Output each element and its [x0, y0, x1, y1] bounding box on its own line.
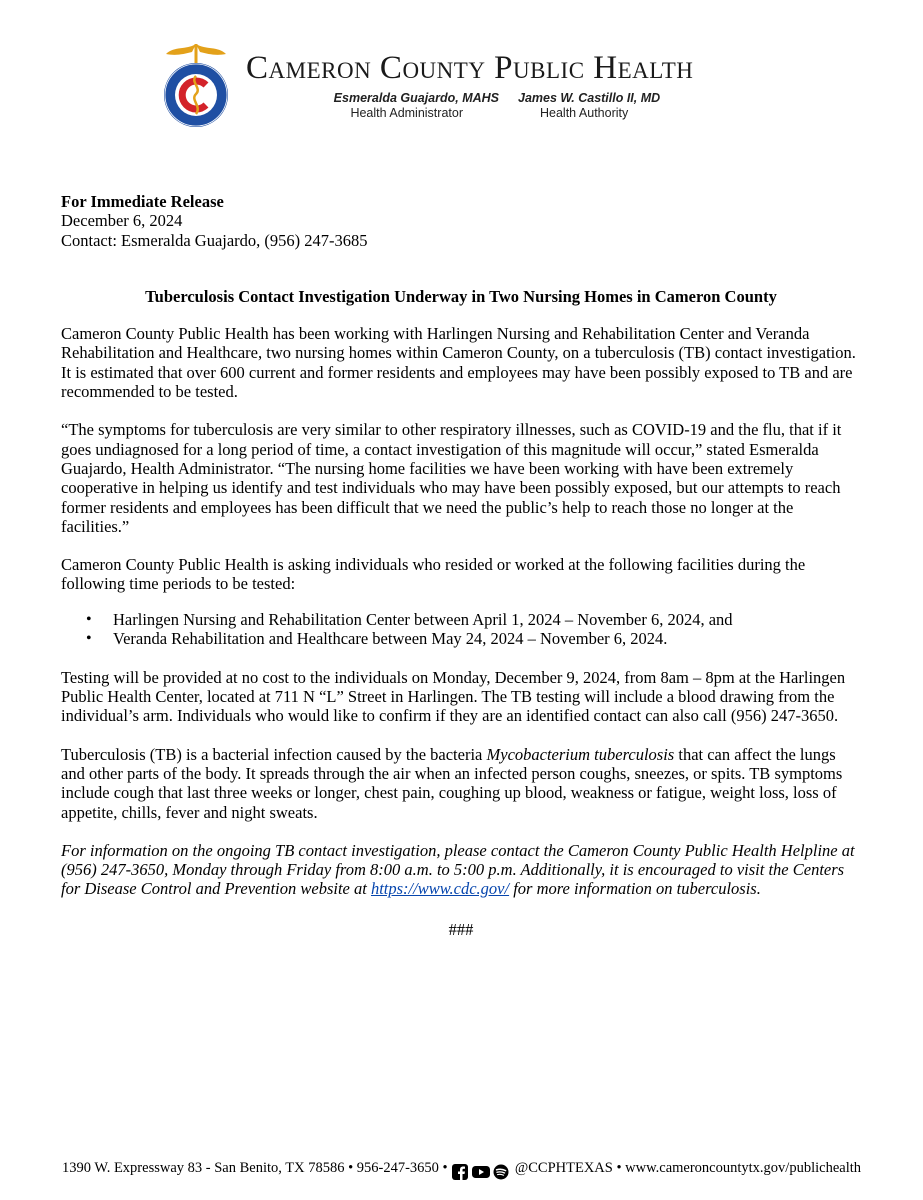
press-release-body [61, 192, 861, 939]
end-mark: ### [448, 919, 474, 939]
paragraph-testing: Testing will be provided at no cost to the individuals on Monday, December 9, 2024, from 8am – 8pm at the Harlingen Public Health Center, located at 711 N “L” Street in Harlingen. The TB testing will include a blood drawing from the individual’s arm. Individuals who would like to confirm if they are an identified contact can also call (956) 247-3650. [61, 667, 846, 726]
paragraph-quote: “The symptoms for tuberculosis are very similar to other respiratory illnesses, such as COVID-19 and the flu, that if it goes undiagnosed for a long period of time, a contact investigation of this magnitude will occur,” stated Esmeralda Guajardo, Health Administrator. “The nursing home facilities we have been working with have been extremely cooperative in helping us identify and test individuals who may have been possibly exposed, but our attempts to reach former residents and employees has been difficult that we need the public’s help to reach those no longer at the facilities.” [61, 420, 842, 536]
social-icons [452, 1163, 510, 1180]
official-role: Health Administrator [350, 106, 463, 120]
paragraph-intro: Cameron County Public Health has been working with Harlingen Nursing and Rehabilitation Center and Veranda Rehabilitation and Healthcare, two nursing homes within Cameron County, on a tuberculosis (TB) contact investigation. It is estimated that over 600 current and former residents and employees may have been possibly exposed to TB and are recommended to be tested. [61, 324, 856, 402]
release-date: December 6, 2024 [61, 211, 183, 231]
youtube-icon[interactable] [472, 1166, 490, 1178]
official-name: Esmeralda Guajardo, MAHS [333, 91, 499, 105]
official-role: Health Authority [540, 106, 629, 120]
list-item: • Veranda Rehabilitation and Healthcare between May 24, 2024 – November 6, 2024. [113, 629, 861, 649]
footer-handle: @CCPHTEXAS • www.cameroncountytx.gov/publichealth [514, 1160, 862, 1176]
facility-list [61, 610, 861, 649]
spotify-icon[interactable] [494, 1164, 509, 1179]
release-label: For Immediate Release [61, 192, 224, 211]
cdc-link[interactable]: https://www.cdc.gov/ [370, 879, 510, 899]
official-name: James W. Castillo II, MD [518, 91, 661, 105]
text-span: Tuberculosis (TB) is a bacterial infection caused by the bacteria [61, 744, 487, 764]
cameron-county-public-health-seal [156, 40, 236, 130]
footer [0, 1160, 923, 1180]
official-health-administrator [333, 90, 499, 121]
footer-address: 1390 W. Expressway 83 - San Benito, TX 78586 • 956-247-3650 • [61, 1160, 448, 1176]
official-health-authority [518, 90, 688, 121]
text-span: for more information on tuberculosis. [509, 879, 761, 899]
facebook-icon[interactable] [452, 1164, 468, 1180]
organization-name: Cameron County Public Health [246, 50, 694, 86]
release-contact: Contact: Esmeralda Guajardo, (956) 247-3685 [61, 230, 368, 250]
text-span: For information on the ongoing TB contact investigation, please contact the Cameron County Public Health Helpline at (956) 247-3650, Monday through Friday from 8:00 a.m. to 5:00 p.m. Additionally, it is encouraged to visit the Centers for Disease Control and Prevention website at [61, 840, 855, 899]
bacteria-name: Mycobacterium tuberculosis [486, 744, 675, 764]
paragraph-request: Cameron County Public Health is asking individuals who resided or worked at the following facilities during the following time periods to be tested: [61, 555, 806, 594]
paragraph-contact-info [61, 841, 861, 899]
paragraph-tb-info [61, 745, 861, 822]
text-span: that can affect the lungs and other parts of the body. It spreads through the air when an infected person coughs, sneezes, or spits. TB symptoms include cough that last three weeks or longer, chest pain, coughing up blood, weakness or fatigue, weight loss, loss of appetite, chills, fever and night sweats. [61, 744, 843, 822]
list-item: • Harlingen Nursing and Rehabilitation Center between April 1, 2024 – November 6, 2024, and [113, 610, 861, 630]
headline: Tuberculosis Contact Investigation Underway in Two Nursing Homes in Cameron County [145, 286, 777, 306]
